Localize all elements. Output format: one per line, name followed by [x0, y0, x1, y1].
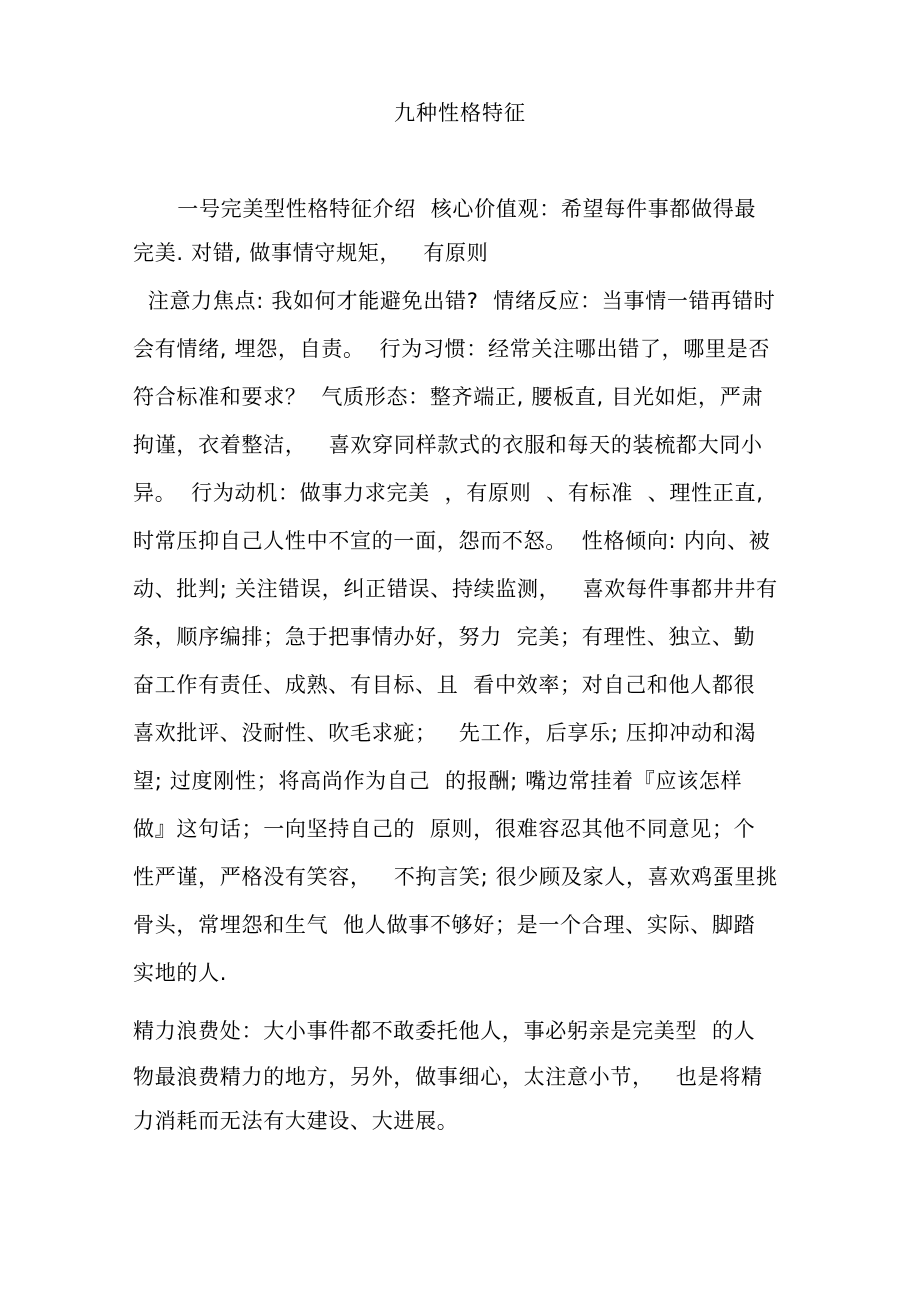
body-text-line: 做』这句话；一向坚持自己的 原则，很难容忍其他不同意见；个	[133, 817, 756, 841]
body-text-line: 一号完美型性格特征介绍 核心价值观：希望每件事都做得最	[133, 197, 757, 221]
body-text-line: 实地的人.	[133, 961, 228, 985]
body-text-line: 注意力焦点: 我如何才能避免出错? 情绪反应：当事情一错再错时	[133, 289, 776, 313]
body-text-line: 时常压抑自己人性中不宣的一面，怨而不怒。 性格倾向: 内向、被	[133, 529, 771, 553]
body-text-line: 性严谨，严格没有笑容， 不拘言笑; 很少顾及家人，喜欢鸡蛋里挑	[133, 865, 778, 889]
body-text-line: 拘谨，衣着整洁， 喜欢穿同样款式的衣服和每天的装梳都大同小	[133, 433, 763, 457]
body-text-line: 望; 过度刚性；将高尚作为自己 的报酬; 嘴边常挂着『应该怎样	[133, 769, 743, 793]
body-text-line: 完美. 对错, 做事情守规矩， 有原则	[133, 241, 489, 265]
body-text-line: 精力浪费处：大小事件都不敢委托他人，事必躬亲是完美型 的人	[133, 1019, 756, 1043]
body-text-line: 骨头，常埋怨和生气 他人做事不够好；是一个合理、实际、脚踏	[133, 913, 756, 937]
body-text-line: 物最浪费精力的地方，另外，做事细心，太注意小节， 也是将精	[133, 1065, 763, 1089]
body-text-line: 力消耗而无法有大建设、大进展。	[133, 1109, 459, 1133]
body-text-line: 奋工作有责任、成熟、有目标、且 看中效率；对自己和他人都很	[133, 673, 756, 697]
body-text-line: 条，顺序编排；急于把事情办好，努力 完美；有理性、独立、勤	[133, 625, 756, 649]
body-text-line: 喜欢批评、没耐性、吹毛求疵； 先工作，后享乐; 压抑冲动和渴	[133, 721, 757, 745]
body-text-line: 动、批判; 关注错误，纠正错误、持续监测， 喜欢每件事都井井有	[133, 577, 778, 601]
body-text-line: 符合标准和要求？ 气质形态：整齐端正, 腰板直, 目光如炬，严肃	[133, 385, 764, 409]
body-text-line: 会有情绪, 埋怨，自责。 行为习惯：经常关注哪出错了，哪里是否	[133, 337, 771, 361]
page-title: 九种性格特征	[394, 101, 526, 125]
body-text-line: 异。 行为动机：做事力求完美 ，有原则 、有标准 、理性正直,	[133, 481, 764, 505]
